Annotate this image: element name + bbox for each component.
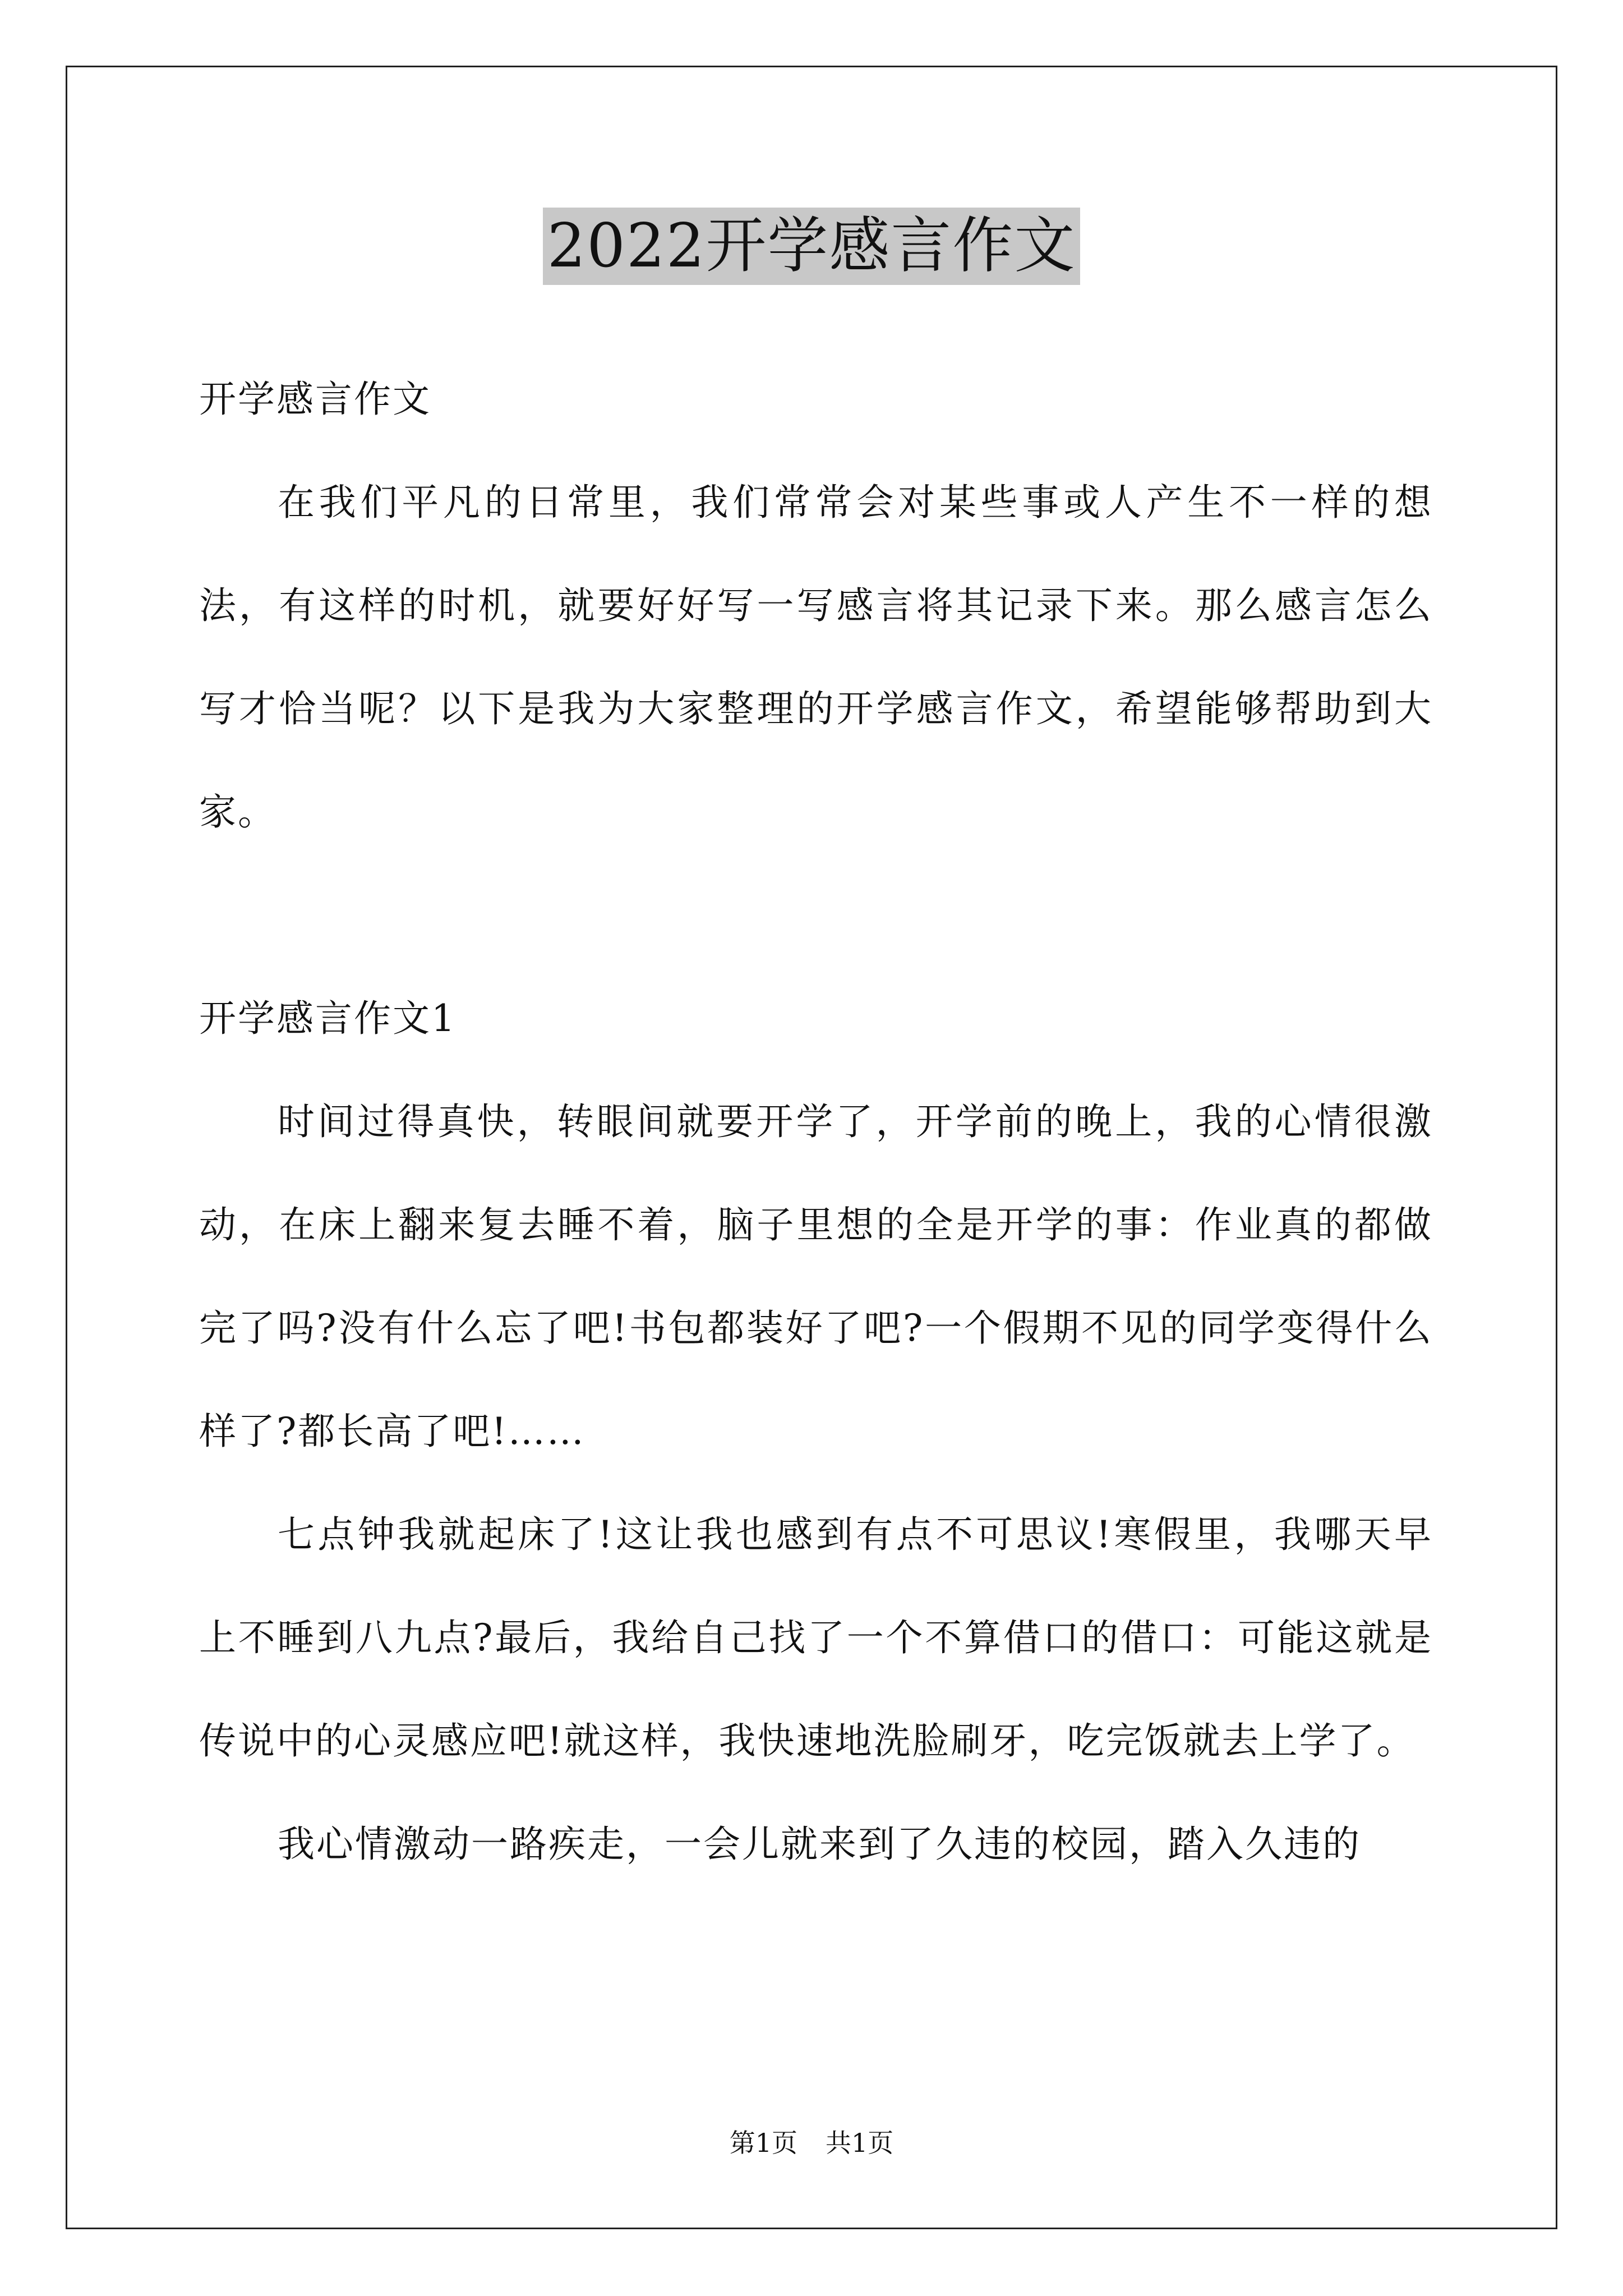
page-total: 共1页	[826, 2128, 894, 2158]
body-paragraph: 我心情激动一路疾走，一会儿就来到了久违的校园，踏入久违的	[278, 1823, 1361, 1866]
document-body	[199, 348, 1433, 1896]
document-subtitle: 开学感言作文	[199, 378, 431, 421]
section-spacer	[199, 864, 1433, 967]
page-footer	[0, 2126, 1623, 2160]
body-paragraph: 时间过得真快，转眼间就要开学了，开学前的晚上，我的心情很激动，在床上翻来复去睡不着，脑子里想的全是开学的事：作业真的都做完了吗?没有什么忘了吧!书包都装好了吧?一个假期不见的同学变得什么样了?都长高了吧!……	[199, 1100, 1433, 1453]
body-paragraph: 七点钟我就起床了!这让我也感到有点不可思议!寒假里，我哪天早上不睡到八九点?最后，我给自己找了一个不算借口的借口：可能这就是传说中的心灵感应吧!就这样，我快速地洗脸刷牙，吃完饭就去上学了。	[199, 1513, 1433, 1763]
intro-paragraph: 在我们平凡的日常里，我们常常会对某些事或人产生不一样的想法，有这样的时机，就要好好写一写感言将其记录下来。那么感言怎么写才恰当呢？以下是我为大家整理的开学感言作文，希望能够帮助到大家。	[199, 481, 1433, 834]
page-number: 第1页	[729, 2128, 797, 2158]
title-wrap	[0, 208, 1623, 285]
document-title: 2022开学感言作文	[543, 208, 1081, 285]
section-heading: 开学感言作文1	[199, 997, 457, 1040]
